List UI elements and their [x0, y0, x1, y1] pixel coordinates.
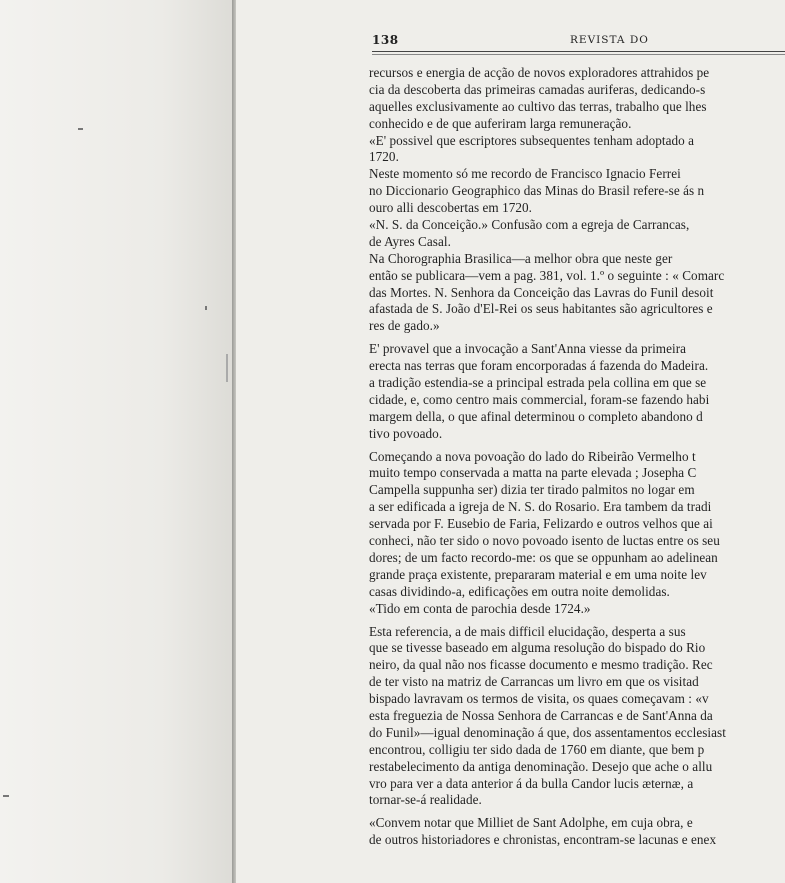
text-line: recursos e energia de acção de novos exploradores attrahidos pe — [369, 65, 710, 80]
page-speck — [3, 795, 9, 797]
text-line: dores; de um facto recordo-me: os que se oppunham ao adelinean — [369, 549, 718, 565]
body-text — [369, 65, 785, 849]
text-line: então se publicara—vem a pag. 381, vol. 1.º o seguinte : « Comarc — [369, 267, 725, 283]
text-line: do Funil»—igual denominação á que, dos assentamentos ecclesiast — [369, 724, 726, 740]
page-speck — [226, 354, 228, 382]
text-line: restabelecimento da antiga denominação. Desejo que ache o allu — [369, 758, 713, 774]
text-line: neiro, da qual não nos ficasse documento e mesmo tradição. Rec — [369, 657, 713, 673]
text-line: 1720. — [369, 149, 399, 165]
text-line: bispado lavravam os termos de visita, os quaes começavam : «v — [369, 691, 709, 707]
text-line: no Diccionario Geographico das Minas do Brasil refere-se ás n — [369, 183, 705, 199]
text-line: a ser edificada a igreja de N. S. do Rosario. Era tambem da tradi — [369, 499, 712, 515]
text-line: aquelles exclusivamente ao cultivo das terras, trabalho que lhes — [369, 98, 707, 114]
text-line: muito tempo conservada a matta na parte elevada ; Josepha C — [369, 465, 697, 481]
text-line: margem della, o que afinal determinou o completo abandono d — [369, 408, 703, 424]
text-line: de Ayres Casal. — [369, 233, 451, 249]
text-line: encontrou, colligiu ter sido dada de 1760 em diante, que bem p — [369, 741, 705, 757]
page-speck — [205, 306, 207, 310]
text-line: das Mortes. N. Senhora da Conceição das Lavras do Funil desoit — [369, 284, 714, 300]
text-line: «Convem notar que Milliet de Sant Adolphe, em cuja obra, e — [369, 815, 693, 831]
running-title: REVISTA DO — [570, 34, 649, 46]
text-line: casas dividindo-a, edificações em outra noite demolidas. — [369, 583, 670, 599]
text-line: grande praça existente, prepararam material e em uma noite lev — [369, 566, 707, 582]
text-line: conhecido e de que auferiram larga remuneração. — [369, 115, 632, 131]
text-line: Esta referencia, a de mais difficil elucidação, desperta a sus — [369, 623, 686, 639]
left-page-margin — [0, 0, 232, 883]
text-line: «E' possivel que escriptores subsequentes tenham adoptado a — [369, 132, 695, 148]
text-line: afastada de S. João d'El-Rei os seus habitantes são agricultores e — [369, 301, 713, 317]
text-line: conheci, não ter sido o novo povoado isento de luctas entre os seu — [369, 533, 720, 549]
text-line: tornar-se-á realidade. — [369, 792, 482, 808]
text-line: de outros historiadores e chronistas, encontram-se lacunas e enex — [369, 832, 717, 848]
text-line: que se tivesse baseado em alguma resolução do bispado do Rio — [369, 640, 706, 656]
text-line: erecta nas terras que foram encorporadas á fazenda do Madeira. — [369, 358, 709, 374]
text-line: ouro alli descobertas em 1720. — [369, 200, 533, 216]
text-line: esta freguezia de Nossa Senhora de Carrancas e de Sant'Anna da — [369, 707, 713, 723]
text-line: Na Chorographia Brasilica—a melhor obra que neste ger — [369, 250, 673, 266]
page-header — [372, 33, 785, 51]
text-line: servada por F. Eusebio de Faria, Felizardo e outros velhos que ai — [369, 516, 713, 532]
text-line: a tradição estendia-se a principal estrada pela collina em que se — [369, 375, 707, 391]
text-line: Começando a nova povoação do lado do Ribeirão Vermelho t — [369, 448, 696, 464]
text-line: cia da descoberta das primeiras camadas auriferas, dedicando-s — [369, 81, 706, 97]
right-page — [236, 0, 785, 883]
text-line: «N. S. da Conceição.» Confusão com a egreja de Carrancas, — [369, 217, 690, 233]
text-line: E' provavel que a invocação a Sant'Anna viesse da primeira — [369, 341, 687, 357]
text-line: vro para ver a data anterior á da bulla Candor lucis æternæ, a — [369, 775, 694, 791]
text-line: «Tido em conta de parochia desde 1724.» — [369, 600, 591, 616]
text-line: de ter visto na matriz de Carrancas um livro em que os visitad — [369, 674, 699, 690]
text-line: res de gado.» — [369, 318, 440, 334]
page-speck — [78, 128, 83, 130]
header-rule — [372, 51, 785, 55]
text-line: Campella suppunha ser) dizia ter tirado palmitos no logar em — [369, 482, 695, 498]
page-number: 138 — [372, 33, 399, 47]
text-line: tivo povoado. — [369, 425, 443, 441]
text-line: Neste momento só me recordo de Francisco Ignacio Ferrei — [369, 166, 681, 182]
text-line: cidade, e, como centro mais commercial, foram-se fazendo habi — [369, 391, 710, 407]
